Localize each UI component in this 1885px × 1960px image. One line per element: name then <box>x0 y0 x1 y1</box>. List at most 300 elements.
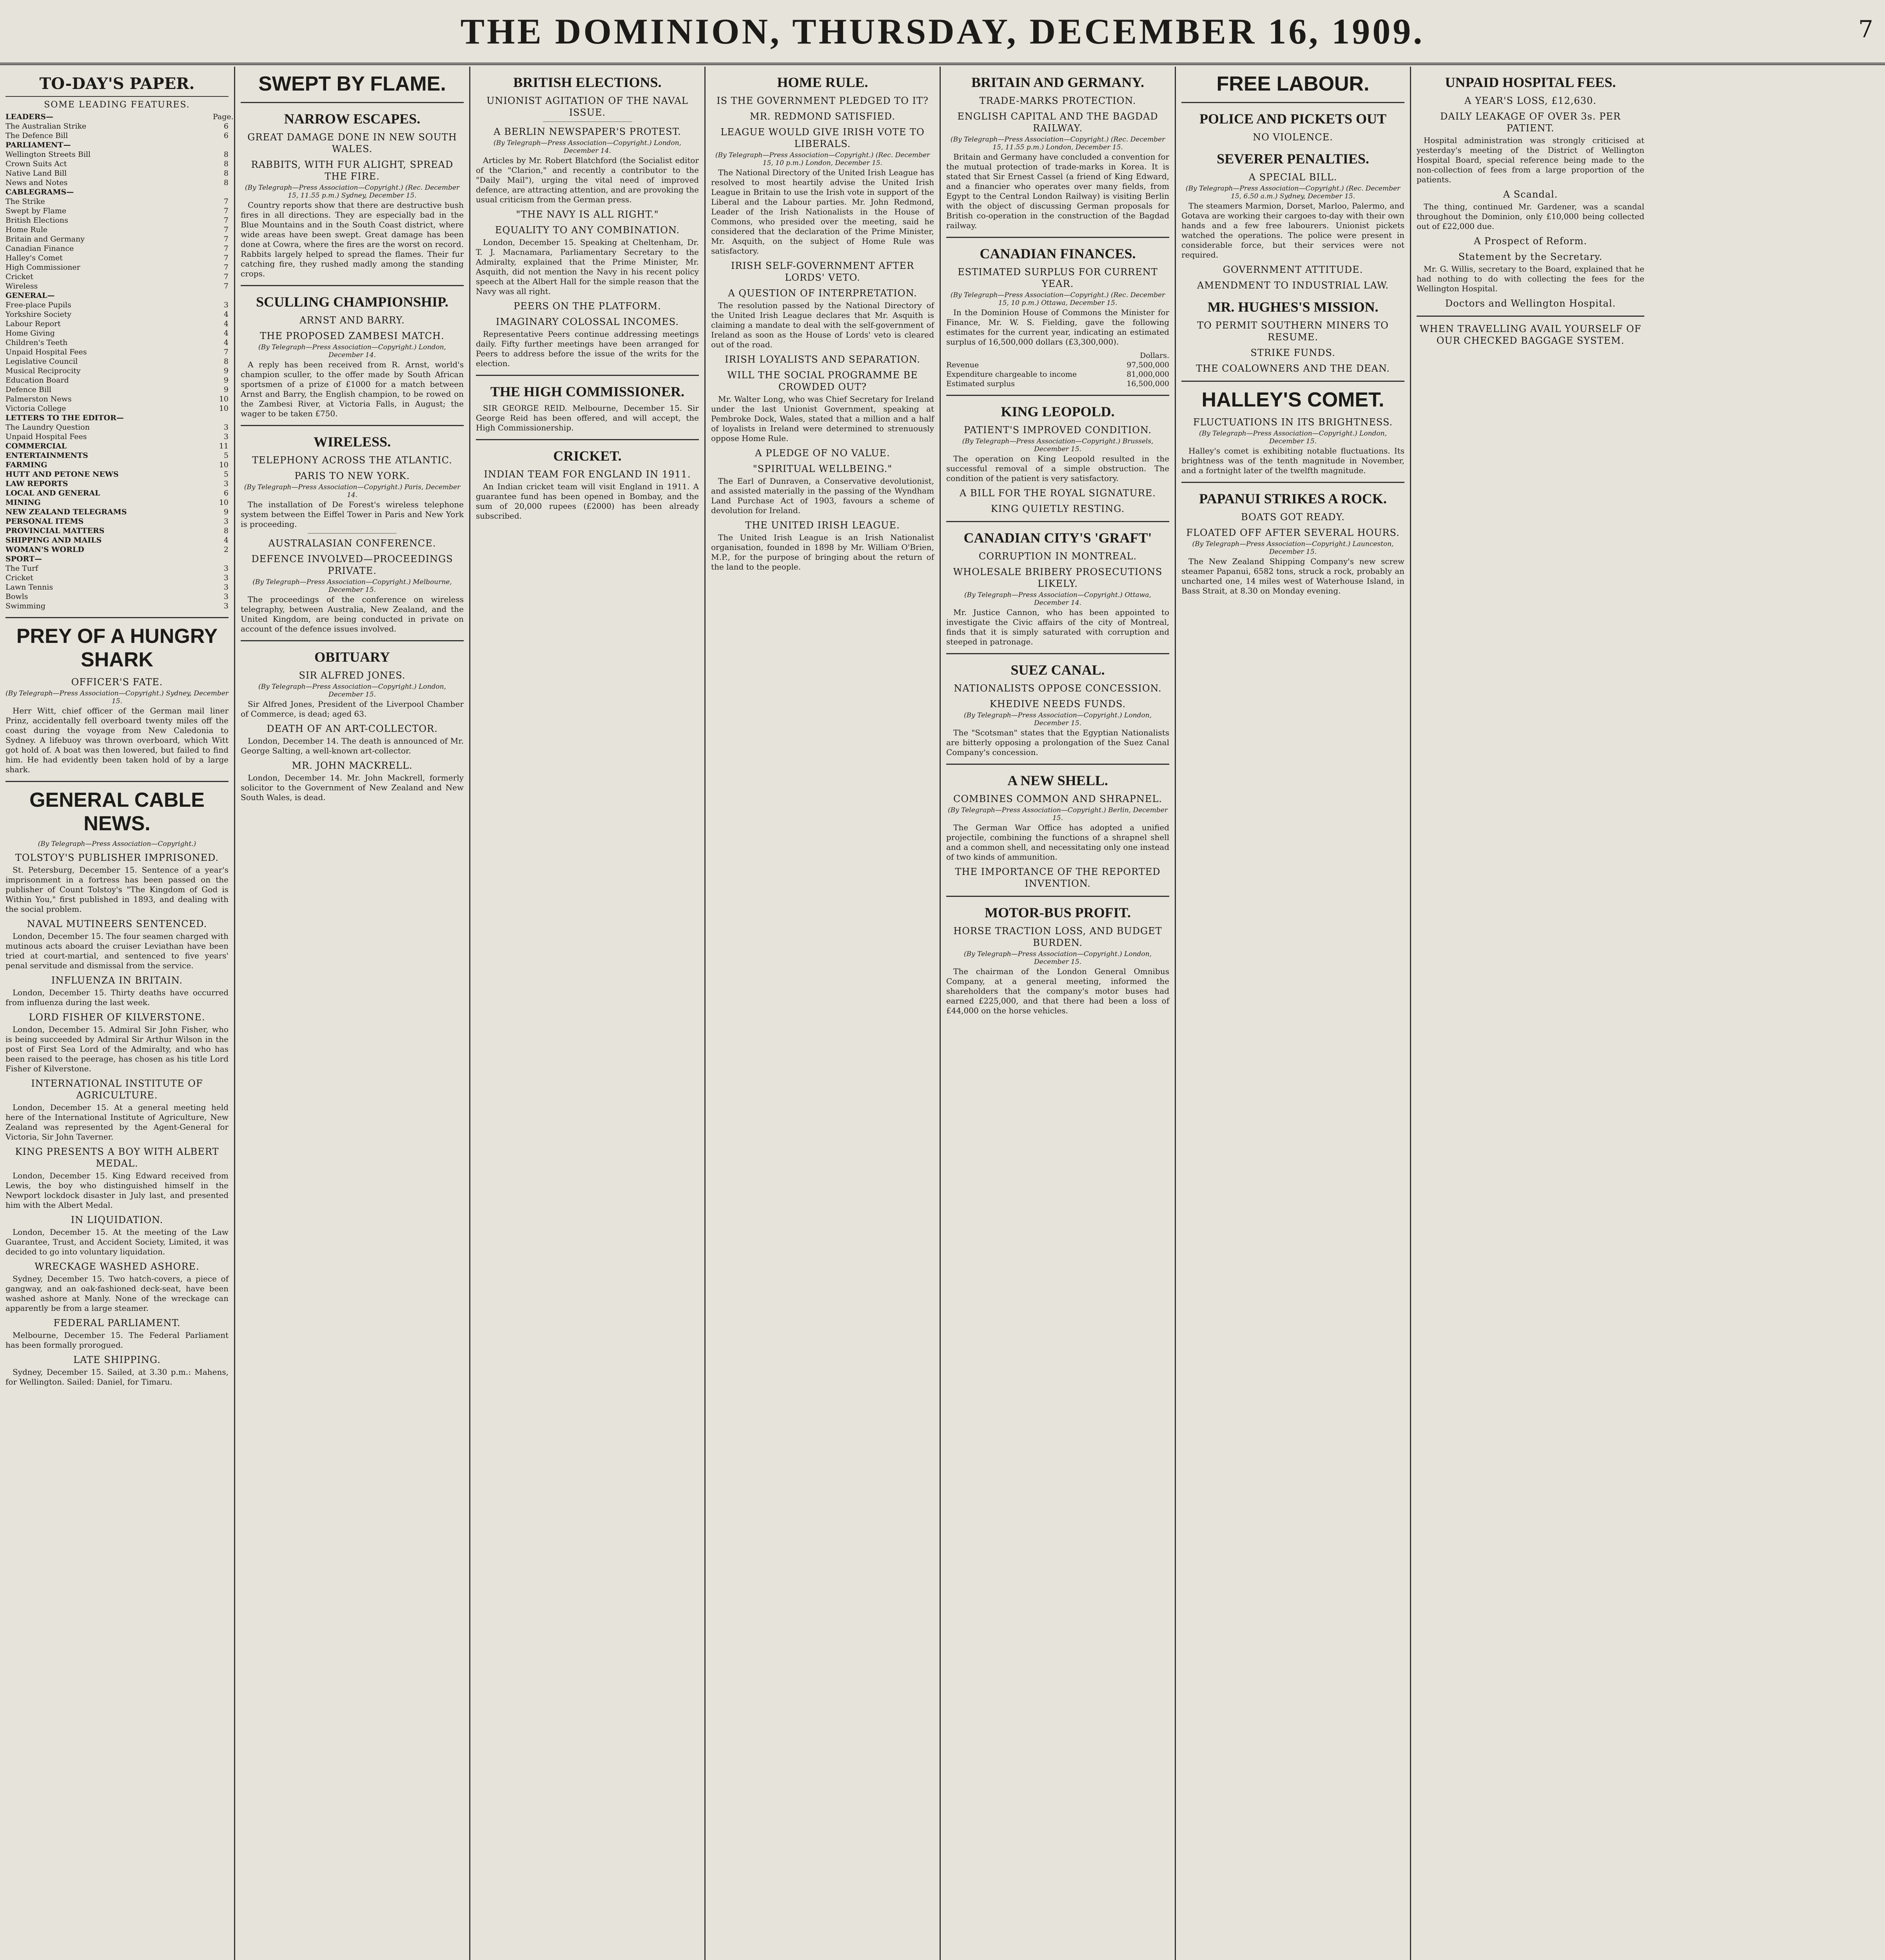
toc-row <box>5 187 229 197</box>
toc-row <box>5 319 229 328</box>
toc-label: Halley's Comet <box>5 254 63 262</box>
fees-sub2: DAILY LEAKAGE OF OVER 3s. PER PATIENT. <box>1440 111 1621 134</box>
toc-label: LAW REPORTS <box>5 479 68 488</box>
labour-sub9: STRIKE FUNDS. <box>1250 347 1335 358</box>
toc-row <box>5 423 229 432</box>
elections-sub: UNIONIST AGITATION OF THE NAVAL ISSUE. <box>486 95 688 118</box>
toc-page: 6 <box>223 131 229 140</box>
flame-body: Country reports show that there are destructive bush fires in all directions. They are especially bad in the Blue Mountains and in the South Coast district, where wide areas have been swept. Great damage has been done at Cowra, where the fires are the worst on record. Rabbits largely helped to spread the flames. Their fur catching fire, they rushed madly among the standing crops. <box>241 200 464 278</box>
wireless-title: WIRELESS. <box>313 434 391 450</box>
toc-label: The Turf <box>5 564 38 573</box>
suez-body: The "Scotsman" states that the Egyptian Nationalists are bitterly opposing a prolongation of the Suez Canal Company's concession. <box>946 728 1169 757</box>
toc-row <box>5 583 229 592</box>
canada-body: In the Dominion House of Commons the Minister for Finance, Mr. W. S. Fielding, gave the following estimates for the current year, indicating an estimated surplus of 16,500,000 dollars (£3,300,000). <box>946 308 1169 347</box>
labour-title: FREE LABOUR. <box>1216 73 1370 95</box>
toc-subheading: SOME LEADING FEATURES. <box>44 100 190 110</box>
papanui-sub2: FLOATED OFF AFTER SEVERAL HOURS. <box>1186 527 1400 538</box>
toc-row <box>5 366 229 376</box>
toc-label: PERSONAL ITEMS <box>5 517 84 526</box>
toc-page: 2 <box>223 545 229 554</box>
toc-label: SPORT— <box>5 555 42 563</box>
labour-byline: (By Telegraph—Press Association—Copyright.) (Rec. December 15, 6.50 a.m.) Sydney, December 15. <box>1185 185 1401 200</box>
labour-sub5: GOVERNMENT ATTITUDE. <box>1223 264 1363 275</box>
toc-row <box>5 394 229 404</box>
graft-sub: CORRUPTION IN MONTREAL. <box>978 551 1137 562</box>
masthead-title: THE DOMINION, THURSDAY, DECEMBER 16, 1909. <box>460 11 1425 51</box>
toc-page: 3 <box>223 564 229 573</box>
homerule-body4: The Earl of Dunraven, a Conservative devolutionist, and assisted materially in the passing of the Wyndham Land Purchase Act of 1903, favours a scheme of devolution for Ireland. <box>711 476 934 515</box>
toc-page <box>213 140 229 150</box>
homerule-byline: (By Telegraph—Press Association—Copyright.) (Rec. December 15, 10 p.m.) London, December 15. <box>715 151 930 167</box>
column-4 <box>706 67 941 1960</box>
comet-title: HALLEY'S COMET. <box>1201 388 1384 411</box>
germany-byline: (By Telegraph—Press Association—Copyright.) (Rec. December 15, 11.55 p.m.) London, December 15. <box>950 136 1165 151</box>
commissioner-body: SIR GEORGE REID. Melbourne, December 15. Sir George Reid has been offered, and will accept, the High Commissionership. <box>476 403 699 432</box>
toc-label: Musical Reciprocity <box>5 367 81 375</box>
toc-page: 8 <box>223 160 229 168</box>
toc-row <box>5 328 229 338</box>
motorbus-title: MOTOR-BUS PROFIT. <box>985 905 1131 920</box>
shark-sub: OFFICER'S FATE. <box>71 677 163 688</box>
cable-list <box>5 852 229 1387</box>
suez-byline: (By Telegraph—Press Association—Copyright.) London, December 15. <box>963 711 1152 727</box>
graft-title: CANADIAN CITY'S 'GRAFT' <box>963 530 1152 546</box>
wireless-byline: (By Telegraph—Press Association—Copyright.) Paris, December 14. <box>244 483 461 499</box>
page-number: 7 <box>1858 16 1873 43</box>
toc-page <box>213 291 229 300</box>
toc-row <box>5 122 229 131</box>
toc-label: NEW ZEALAND TELEGRAMS <box>5 508 127 516</box>
toc-row <box>5 498 229 507</box>
obituary-sub2: DEATH OF AN ART-COLLECTOR. <box>267 723 438 734</box>
toc-page <box>213 413 229 423</box>
canada-byline: (By Telegraph—Press Association—Copyright.) (Rec. December 15, 10 p.m.) Ottawa, December 15. <box>950 291 1165 307</box>
obituary-sub: SIR ALFRED JONES. <box>299 670 406 681</box>
obituary-title: OBITUARY <box>314 649 390 665</box>
toc-page: 4 <box>223 310 229 319</box>
leopold-title: KING LEOPOLD. <box>1001 404 1115 419</box>
leopold-sub2: A BILL FOR THE ROYAL SIGNATURE. <box>960 488 1156 499</box>
leopold-sub3: KING QUIETLY RESTING. <box>991 503 1125 514</box>
fees-sub3: A Scandal. <box>1503 189 1558 200</box>
toc-label: GENERAL— <box>5 291 55 300</box>
cable-title: GENERAL CABLE NEWS. <box>29 789 205 835</box>
toc-label: Native Land Bill <box>5 169 67 178</box>
toc-page: 8 <box>223 357 229 366</box>
toc-row <box>5 112 234 122</box>
column-6 <box>1176 67 1411 1960</box>
column-3 <box>470 67 706 1960</box>
shell-sub: COMBINES COMMON AND SHRAPNEL. <box>953 793 1163 804</box>
toc-label: Britain and Germany <box>5 235 85 243</box>
toc-label: Home Rule <box>5 225 48 234</box>
graft-body: Mr. Justice Cannon, who has been appointed to investigate the Civic affairs of the city of Montreal, finds that it is simply saturated with corruption and steeped in patronage. <box>946 608 1169 646</box>
germany-body: Britain and Germany have concluded a convention for the mutual protection of trade-marks in Korea. It is stated that Sir Ernest Cassel (a friend of King Edward, and a financier who operates over many fields, from Egypt to the Central London Railway) is visiting Berlin with the object of discussing German proposals for British co-operation in the construction of the Bagdad railway. <box>946 152 1169 230</box>
toc-label: Canadian Finance <box>5 244 74 253</box>
labour-body: The steamers Marmion, Dorset, Marloo, Palermo, and Gotava are working their cargoes to-day with their own hands and a few free labourers. Unionist pickets watched the operations. The police were present in considerable force, but their services were not required. <box>1181 201 1404 260</box>
toc-row <box>5 376 229 385</box>
homerule-sub7: WILL THE SOCIAL PROGRAMME BE CROWDED OUT? <box>727 370 918 392</box>
toc-page: 9 <box>223 385 229 394</box>
toc-page: 7 <box>223 282 229 290</box>
cable-item-body: London, December 15. Admiral Sir John Fisher, who is being succeeded by Admiral Sir Arthur Wilson in the post of First Sea Lord of the Admiralty, and who has been raised to the peerage, has chosen as his title Lord Fisher of Kilverstone. <box>5 1025 229 1073</box>
toc-row <box>5 178 229 187</box>
cable-item-heading: TOLSTOY'S PUBLISHER IMPRISONED. <box>15 852 219 863</box>
toc-heading: TO-DAY'S PAPER. <box>5 74 229 97</box>
toc-label: Defence Bill <box>5 385 52 394</box>
toc-label: The Strike <box>5 197 45 206</box>
toc-page: 4 <box>223 338 229 347</box>
sculling-sub2: THE PROPOSED ZAMBESI MATCH. <box>260 330 444 341</box>
toc-page: 9 <box>223 376 229 385</box>
toc-label: FARMING <box>5 461 47 469</box>
homerule-body: The National Directory of the United Irish League has resolved to most heartily advise the United Irish League in Britain to use the Irish vote in support of the Liberal and the Labour parties. Mr. John Redmond, Leader of the Irish Nationalists in the House of Commons, who presided over the meeting, said he considered that the declaration of the Prime Minister, Mr. Asquith, on the subject of Home Rule was satisfactory. <box>711 168 934 256</box>
toc-label: Palmerston News <box>5 395 72 403</box>
column-7 <box>1411 67 1650 1960</box>
elections-sub4: EQUALITY TO ANY COMBINATION. <box>495 225 680 236</box>
cable-byline: (By Telegraph—Press Association—Copyright.) <box>38 840 196 848</box>
toc-label: Legislative Council <box>5 357 78 366</box>
toc-label: LETTERS TO THE EDITOR— <box>5 414 124 422</box>
cable-item-heading: LATE SHIPPING. <box>73 1354 161 1365</box>
homerule-body5: The United Irish League is an Irish Nationalist organisation, founded in 1898 by Mr. William O'Brien, M.P., for the purpose of bringing about the return of the land to the people. <box>711 533 934 572</box>
cable-item-heading: NAVAL MUTINEERS SENTENCED. <box>27 918 207 929</box>
toc-label: PARLIAMENT— <box>5 141 71 149</box>
masthead <box>0 0 1885 65</box>
toc-row <box>5 535 229 545</box>
elections-body: Articles by Mr. Robert Blatchford (the Socialist editor of the "Clarion," and recently a contributor to the "Daily Mail"), urging the vital need of improved defence, are attracting attention, and are provoking the usual criticism from the German press. <box>476 156 699 204</box>
fees-body2: The thing, continued Mr. Gardener, was a scandal throughout the Dominion, only £10,000 being collected out of £22,000 due. <box>1417 202 1644 231</box>
canada-expend-row <box>946 370 1169 379</box>
toc-row <box>5 357 229 366</box>
toc-page: 6 <box>223 122 229 131</box>
cable-item-body: St. Petersburg, December 15. Sentence of a year's imprisonment in a fortress has been passed on the publisher of Count Tolstoy's "The Kingdom of God is Within You," first published in 1893, and dealing with the social problem. <box>5 865 229 914</box>
toc-page: 6 <box>223 489 229 497</box>
cable-item-body: London, December 15. At the meeting of the Law Guarantee, Trust, and Accident Society, Limited, it was decided to go into voluntary liquidation. <box>5 1227 229 1256</box>
toc-row <box>5 432 229 441</box>
toc-row <box>5 526 229 535</box>
toc-page: 3 <box>223 602 229 610</box>
toc-page <box>213 554 229 564</box>
elections-title: BRITISH ELECTIONS. <box>513 74 662 90</box>
toc-label: The Defence Bill <box>5 131 68 140</box>
papanui-byline: (By Telegraph—Press Association—Copyright.) Launceston, December 15. <box>1192 540 1394 556</box>
fees-body3: Mr. G. Willis, secretary to the Board, explained that he had nothing to do with collecting the fees for the Wellington Hospital. <box>1417 264 1644 293</box>
cable-item-heading: FEDERAL PARLIAMENT. <box>53 1318 181 1328</box>
toc-row <box>5 272 229 281</box>
canada-revenue-row <box>946 360 1169 370</box>
labour-sub: POLICE AND PICKETS OUT <box>1199 111 1387 127</box>
motorbus-sub: HORSE TRACTION LOSS, AND BUDGET BURDEN. <box>953 926 1162 948</box>
toc-page: 7 <box>223 244 229 253</box>
elections-body3: Representative Peers continue addressing meetings daily. Fifty further meetings have been arranged for Peers to address before the issue of the writs for the election. <box>476 329 699 368</box>
toc-label: Victoria College <box>5 404 66 413</box>
sculling-sub: ARNST AND BARRY. <box>299 315 405 326</box>
germany-sub: TRADE-MARKS PROTECTION. <box>979 95 1136 106</box>
toc-label: Swept by Flame <box>5 207 67 215</box>
toc-label: WOMAN'S WORLD <box>5 545 84 554</box>
toc-label: Education Board <box>5 376 69 385</box>
toc-page: 7 <box>223 216 229 225</box>
toc-label: Home Giving <box>5 329 55 338</box>
commissioner-title: THE HIGH COMMISSIONER. <box>490 384 685 399</box>
toc-row <box>5 601 229 611</box>
canada-revenue-label: Revenue <box>946 361 979 369</box>
flame-byline: (By Telegraph—Press Association—Copyright.) (Rec. December 15, 11.55 p.m.) Sydney, December 15. <box>245 184 460 200</box>
toc-page: 3 <box>223 301 229 309</box>
toc-label: Crown Suits Act <box>5 160 67 168</box>
toc-page: Page. <box>213 113 234 121</box>
toc-label: The Laundry Question <box>5 423 90 432</box>
homerule-body2: The resolution passed by the National Directory of the United Irish League declares that Mr. Asquith is claiming a mandate to deal with the self-government of Ireland as soon as the House of Lords' veto is cleared out of the road. <box>711 301 934 349</box>
toc-label: ENTERTAINMENTS <box>5 451 88 460</box>
elections-sub5: PEERS ON THE PLATFORM. <box>513 301 661 312</box>
fees-body: Hospital administration was strongly criticised at yesterday's meeting of the District of Wellington Hospital Board, special reference being made to the non-collection of fees from a large proportion of the patients. <box>1417 136 1644 184</box>
homerule-body3: Mr. Walter Long, who was Chief Secretary for Ireland under the last Unionist Government, speaking at Pembroke Dock, Wales, stated that a million and a half of loyalists in Ireland were determined to strenuously oppose Home Rule. <box>711 394 934 443</box>
canada-surplus-row <box>946 379 1169 388</box>
labour-sub4: A SPECIAL BILL. <box>1248 172 1337 183</box>
cable-item-heading: INTERNATIONAL INSTITUTE OF AGRICULTURE. <box>31 1078 203 1101</box>
homerule-sub10: THE UNITED IRISH LEAGUE. <box>745 520 900 531</box>
canada-revenue: 97,500,000 <box>1127 361 1169 369</box>
toc-page: 8 <box>223 178 229 187</box>
toc-label: Free-place Pupils <box>5 301 71 309</box>
canada-unit-row <box>946 351 1169 360</box>
toc-page: 3 <box>223 423 229 432</box>
toc-page: 10 <box>219 395 229 403</box>
toc-page: 7 <box>223 235 229 243</box>
toc-row <box>5 451 229 460</box>
shell-title: A NEW SHELL. <box>1007 773 1108 788</box>
comet-sub: FLUCTUATIONS IN ITS BRIGHTNESS. <box>1193 417 1393 428</box>
elections-byline: (By Telegraph—Press Association—Copyright.) London, December 14. <box>493 139 681 155</box>
toc-row <box>5 507 229 517</box>
toc-label: Children's Teeth <box>5 338 68 347</box>
toc-row <box>5 150 229 159</box>
shark-body: Herr Witt, chief officer of the German mail liner Prinz, accidentally fell overboard twenty miles off the coast during the voyage from New Caledonia to Sydney. A lifebuoy was thrown overboard, which Witt got hold of. A boat was then lowered, but failed to find him. He had evidently been taken hold of by a large shark. <box>5 706 229 774</box>
toc-page: 4 <box>223 329 229 338</box>
toc-row <box>5 244 229 253</box>
toc-row <box>5 300 229 310</box>
flame-title: SWEPT BY FLAME. <box>258 73 446 95</box>
cable-item-body: Melbourne, December 15. The Federal Parliament has been formally prorogued. <box>5 1330 229 1350</box>
homerule-title: HOME RULE. <box>777 74 868 90</box>
motorbus-byline: (By Telegraph—Press Association—Copyright.) London, December 15. <box>963 950 1152 966</box>
toc-label: Wireless <box>5 282 38 290</box>
toc-page: 7 <box>223 348 229 356</box>
fees-sub: A YEAR'S LOSS, £12,630. <box>1464 95 1597 106</box>
cricket-sub: INDIAN TEAM FOR ENGLAND IN 1911. <box>484 469 691 480</box>
toc-label: SHIPPING AND MAILS <box>5 536 102 544</box>
toc-row <box>5 554 229 564</box>
toc-row <box>5 225 229 234</box>
toc-row <box>5 338 229 347</box>
obituary-byline: (By Telegraph—Press Association—Copyright.) London, December 15. <box>258 683 446 699</box>
cable-item-heading: IN LIQUIDATION. <box>71 1214 163 1225</box>
cable-item-body: London, December 15. King Edward received from Lewis, the boy who distinguished himself in the Newport lockdock disaster in July last, and presented him with the Albert Medal. <box>5 1171 229 1210</box>
flame-sub3: RABBITS, WITH FUR ALIGHT, SPREAD THE FIRE. <box>251 159 454 182</box>
toc-page: 5 <box>223 470 229 479</box>
toc-row <box>5 545 229 554</box>
toc-row <box>5 169 229 178</box>
shell-body: The German War Office has adopted a unified projectile, combining the functions of a shrapnel shell and a common shell, and necessitating only one instead of two kinds of ammunition. <box>946 823 1169 862</box>
fees-sub5: Statement by the Secretary. <box>1458 251 1603 262</box>
fees-title: UNPAID HOSPITAL FEES. <box>1445 74 1616 90</box>
baggage-ad: WHEN TRAVELLING AVAIL YOURSELF OF OUR CHECKED BAGGAGE SYSTEM. <box>1419 323 1642 346</box>
canada-expend-label: Expenditure chargeable to income <box>946 370 1077 379</box>
flame-sub: NARROW ESCAPES. <box>284 111 421 127</box>
wireless-sub: TELEPHONY ACROSS THE ATLANTIC. <box>252 455 452 466</box>
cable-item-heading: INFLUENZA IN BRITAIN. <box>51 975 183 986</box>
cable-item-heading: LORD FISHER OF KILVERSTONE. <box>29 1012 205 1023</box>
toc-label: CABLEGRAMS— <box>5 188 74 196</box>
labour-sub8: TO PERMIT SOUTHERN MINERS TO RESUME. <box>1197 320 1389 343</box>
defence-body: The proceedings of the conference on wireless telegraphy, between Australia, New Zealand, and the United Kingdom, are being conducted in private on account of the defence issues involved. <box>241 595 464 633</box>
toc-label: Yorkshire Society <box>5 310 72 319</box>
obituary-body2: London, December 14. The death is announced of Mr. George Salting, a well-known art-collector. <box>241 736 464 755</box>
canada-sub: ESTIMATED SURPLUS FOR CURRENT YEAR. <box>958 267 1158 289</box>
toc-row <box>5 216 229 225</box>
homerule-sub3: LEAGUE WOULD GIVE IRISH VOTE TO LIBERALS. <box>720 127 925 149</box>
canada-expend: 81,000,000 <box>1127 370 1169 379</box>
defence-sub: DEFENCE INVOLVED—PROCEEDINGS PRIVATE. <box>251 554 453 576</box>
toc-label: HUTT AND PETONE NEWS <box>5 470 119 479</box>
suez-title: SUEZ CANAL. <box>1011 662 1105 678</box>
toc-row <box>5 573 229 583</box>
suez-sub: NATIONALISTS OPPOSE CONCESSION. <box>954 683 1162 694</box>
toc-page: 8 <box>223 526 229 535</box>
homerule-sub2: MR. REDMOND SATISFIED. <box>750 111 895 122</box>
toc-page: 8 <box>223 169 229 178</box>
toc-label: COMMERCIAL <box>5 442 67 450</box>
toc-page: 10 <box>219 404 229 413</box>
toc-label: News and Notes <box>5 178 68 187</box>
wireless-sub2: PARIS TO NEW YORK. <box>294 470 410 481</box>
toc-label: High Commissioner <box>5 263 80 272</box>
toc-row <box>5 281 229 291</box>
canada-unit: Dollars. <box>1139 351 1169 360</box>
leopold-sub: PATIENT'S IMPROVED CONDITION. <box>964 425 1152 436</box>
toc-page <box>213 187 229 197</box>
shark-title: PREY OF A HUNGRY SHARK <box>16 625 218 671</box>
toc-page: 4 <box>223 319 229 328</box>
toc-page: 10 <box>219 461 229 469</box>
toc-label: LOCAL AND GENERAL <box>5 489 100 497</box>
toc-page: 3 <box>223 479 229 488</box>
toc-page: 4 <box>223 536 229 544</box>
toc-page: 3 <box>223 583 229 592</box>
defence-title: AUSTRALASIAN CONFERENCE. <box>268 538 436 549</box>
obituary-body3: London, December 14. Mr. John Mackrell, formerly solicitor to the Government of New Zealand and New South Wales, is dead. <box>241 773 464 802</box>
toc-row <box>5 253 229 263</box>
toc-row <box>5 131 229 140</box>
sculling-body: A reply has been received from R. Arnst, world's champion sculler, to the offer made by South African sportsmen of a prize of £1000 for a match between Arnst and Barry, the English champion, to be rowed on the Zambesi River, at Victoria Falls, in August; the wager to be taken £750. <box>241 360 464 418</box>
toc-row <box>5 479 229 488</box>
canada-surplus: 16,500,000 <box>1127 379 1169 388</box>
toc-page: 8 <box>223 150 229 159</box>
toc-row <box>5 413 229 423</box>
toc-list <box>5 112 234 611</box>
column-1 <box>0 67 235 1960</box>
toc-row <box>5 470 229 479</box>
toc-label: PROVINCIAL MATTERS <box>5 526 105 535</box>
elections-sub2: A BERLIN NEWSPAPER'S PROTEST. <box>493 126 681 137</box>
toc-page: 7 <box>223 207 229 215</box>
toc-label: Unpaid Hospital Fees <box>5 348 87 356</box>
toc-label: The Australian Strike <box>5 122 87 131</box>
defence-byline: (By Telegraph—Press Association—Copyright.) Melbourne, December 15. <box>252 578 452 594</box>
graft-sub2: WHOLESALE BRIBERY PROSECUTIONS LIKELY. <box>953 566 1163 589</box>
toc-label: Wellington Streets Bill <box>5 150 91 159</box>
papanui-sub: BOATS GOT READY. <box>1241 512 1345 523</box>
toc-row <box>5 263 229 272</box>
toc-label: MINING <box>5 498 41 507</box>
obituary-sub3: MR. JOHN MACKRELL. <box>292 760 413 771</box>
toc-row <box>5 517 229 526</box>
obituary-body: Sir Alfred Jones, President of the Liverpool Chamber of Commerce, is dead; aged 63. <box>241 699 464 719</box>
cable-item-body: London, December 15. At a general meeting held here of the International Institute of Agriculture, New Zealand was represented by the Agent-General for Victoria, Sir John Taverner. <box>5 1103 229 1142</box>
comet-byline: (By Telegraph—Press Association—Copyright.) London, December 15. <box>1199 430 1387 445</box>
elections-sub6: IMAGINARY COLOSSAL INCOMES. <box>495 316 679 327</box>
column-2 <box>235 67 470 1960</box>
papanui-body: The New Zealand Shipping Company's new screw steamer Papanui, 6582 tons, struck a rock, probably an uncharted one, 14 miles west of Waterhouse Island, in Bass Strait, at 8.30 on Monday evening. <box>1181 557 1404 595</box>
toc-label: Labour Report <box>5 319 61 328</box>
wireless-body: The installation of De Forest's wireless telephone system between the Eiffel Tower in Paris and New York is proceeding. <box>241 500 464 529</box>
toc-page: 5 <box>223 451 229 460</box>
leopold-body: The operation on King Leopold resulted in the successful removal of a simple obstruction. The condition of the patient is very satisfactory. <box>946 454 1169 483</box>
cable-item-body: Sydney, December 15. Two hatch-covers, a piece of gangway, and an oak-fashioned deck-seat, have been washed ashore at Manly. None of the wreckage can apparently be from a large steamer. <box>5 1274 229 1313</box>
fees-sub4: A Prospect of Reform. <box>1473 236 1587 247</box>
toc-row <box>5 385 229 394</box>
toc-row <box>5 206 229 216</box>
toc-page: 11 <box>219 442 229 450</box>
labour-sub2: NO VIOLENCE. <box>1253 132 1333 143</box>
toc-label: Cricket <box>5 272 33 281</box>
homerule-sub9: "SPIRITUAL WELLBEING." <box>753 463 893 474</box>
comet-body: Halley's comet is exhibiting notable fluctuations. Its brightness was of the tenth magnitude in November, and a fortnight later of the twelfth magnitude. <box>1181 446 1404 475</box>
cable-item-heading: KING PRESENTS A BOY WITH ALBERT MEDAL. <box>15 1146 219 1169</box>
toc-row <box>5 159 229 169</box>
cricket-title: CRICKET. <box>553 448 622 464</box>
toc-label: Lawn Tennis <box>5 583 53 592</box>
sculling-title: SCULLING CHAMPIONSHIP. <box>256 294 448 310</box>
cable-item-body: London, December 15. The four seamen charged with mutinous acts aboard the cruiser Leviathan have been tried at court-martial, and sentenced to five years' penal servitude and dismissal from the service. <box>5 931 229 970</box>
toc-label: Cricket <box>5 573 33 582</box>
homerule-sub5: A QUESTION OF INTERPRETATION. <box>728 288 917 299</box>
labour-sub6: AMENDMENT TO INDUSTRIAL LAW. <box>1197 280 1389 291</box>
toc-label: Unpaid Hospital Fees <box>5 432 87 441</box>
toc-row <box>5 488 229 498</box>
canada-surplus-label: Estimated surplus <box>946 379 1015 388</box>
sculling-byline: (By Telegraph—Press Association—Copyright.) London, December 14. <box>258 343 446 359</box>
toc-row <box>5 460 229 470</box>
toc-page: 7 <box>223 197 229 206</box>
toc-row <box>5 234 229 244</box>
homerule-sub6: IRISH LOYALISTS AND SEPARATION. <box>725 354 920 365</box>
toc-page: 7 <box>223 272 229 281</box>
fees-sub6: Doctors and Wellington Hospital. <box>1445 298 1616 309</box>
labour-sub7: MR. HUGHES'S MISSION. <box>1207 299 1379 315</box>
leopold-byline: (By Telegraph—Press Association—Copyright.) Brussels, December 15. <box>962 437 1154 453</box>
germany-title: BRITAIN AND GERMANY. <box>971 74 1145 90</box>
graft-byline: (By Telegraph—Press Association—Copyright.) Ottawa, December 14. <box>964 591 1151 607</box>
toc-row <box>5 564 229 573</box>
toc-label: British Elections <box>5 216 68 225</box>
labour-sub10: THE COALOWNERS AND THE DEAN. <box>1196 363 1390 374</box>
cable-item-body: London, December 15. Thirty deaths have occurred from influenza during the last week. <box>5 988 229 1007</box>
toc-row <box>5 310 229 319</box>
toc-page: 3 <box>223 432 229 441</box>
